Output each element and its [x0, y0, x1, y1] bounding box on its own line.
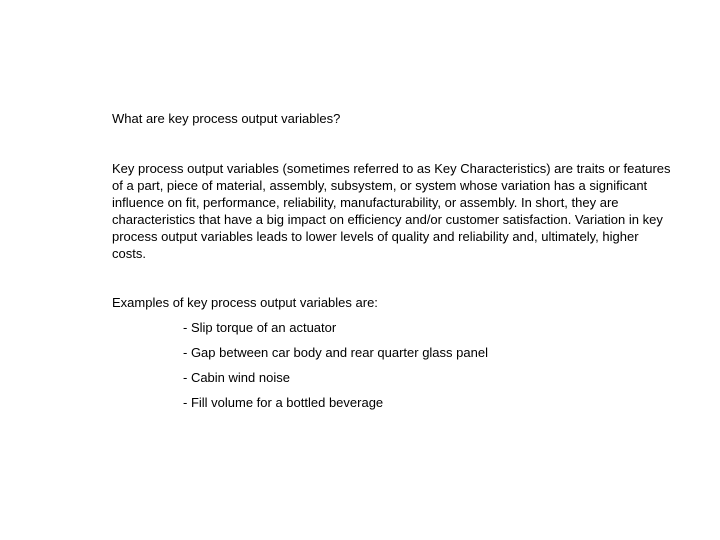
example-item: - Gap between car body and rear quarter glass panel [183, 345, 488, 360]
examples-list [183, 319, 488, 419]
question-heading: What are key process output variables? [112, 111, 341, 126]
examples-intro: Examples of key process output variables are: [112, 295, 378, 310]
example-item: - Cabin wind noise [183, 370, 290, 385]
definition-paragraph: Key process output variables (sometimes referred to as Key Characteristics) are traits or features of a part, piece of material, assembly, subsystem, or system whose variation has a significant influence on fit, performance, reliability, manufacturability, or assembly. In short, they are characteristics that have a big impact on efficiency and/or customer satisfaction. Variation in key process output variables leads to lower levels of quality and reliability and, ultimately, higher costs. [112, 161, 671, 261]
example-item: - Slip torque of an actuator [183, 320, 337, 335]
example-item: - Fill volume for a bottled beverage [183, 395, 384, 410]
